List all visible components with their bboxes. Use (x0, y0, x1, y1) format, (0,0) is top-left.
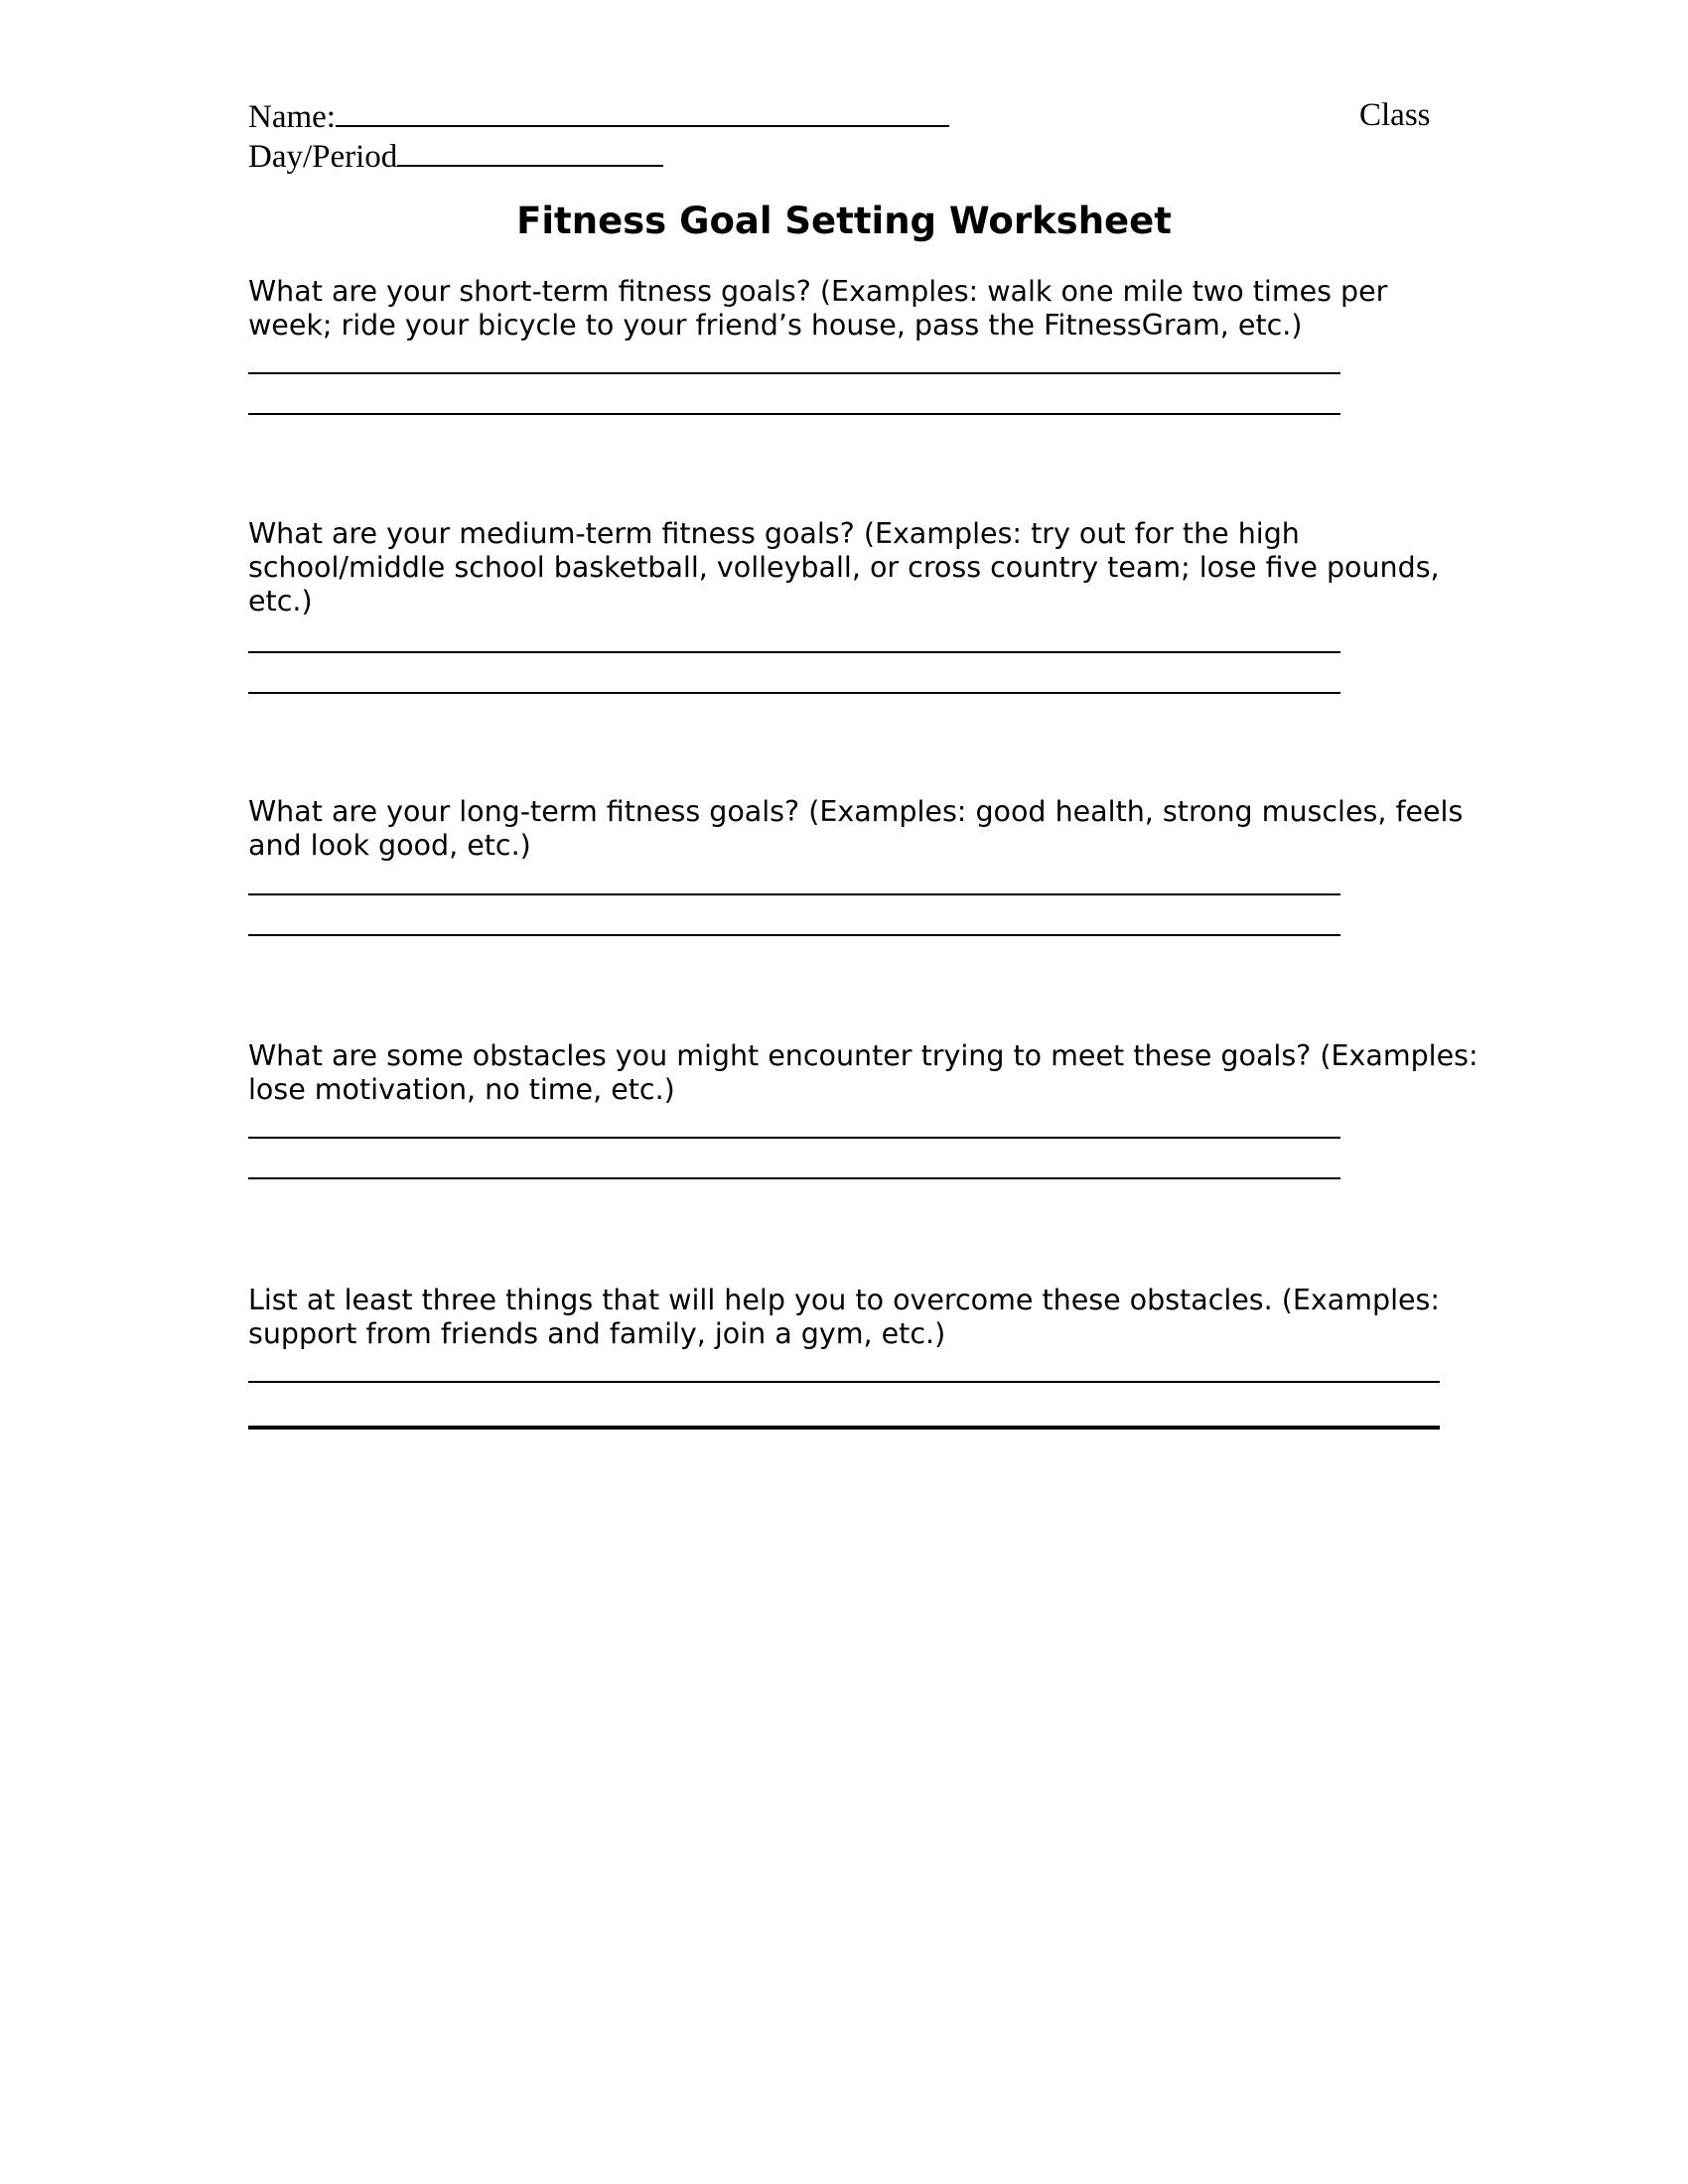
answer-line[interactable] (248, 1426, 1440, 1430)
name-label: Name: (248, 99, 336, 135)
answer-line[interactable] (248, 1381, 1440, 1383)
answer-line[interactable] (248, 1177, 1340, 1179)
question-short-term: What are your short-term fitness goals? (Examples: walk one mile two times per week; ride your bicycle to your friend’s house, pass the FitnessGram, etc.) (248, 275, 1388, 341)
question-medium-term: What are your medium-term fitness goals? (Examples: try out for the high school/middle school basketball, volleyball, or cross country team; lose five pounds, etc.) (248, 517, 1440, 617)
answer-line[interactable] (248, 692, 1340, 694)
answer-line[interactable] (248, 934, 1340, 936)
answer-line[interactable] (248, 1137, 1340, 1139)
question-long-term: What are your long-term fitness goals? (Examples: good health, strong muscles, feels and look good, etc.) (248, 795, 1464, 862)
day-period-row (248, 135, 663, 177)
question-overcome-obstacles: List at least three things that will help you to overcome these obstacles. (Examples: support from friends and family, join a gym, etc.) (248, 1284, 1440, 1350)
page-title: Fitness Goal Setting Worksheet (516, 200, 1172, 242)
day-period-blank[interactable] (397, 135, 663, 167)
day-period-label: Day/Period (248, 139, 398, 175)
class-label: Class (1359, 97, 1431, 133)
answer-line[interactable] (248, 893, 1340, 895)
answer-line[interactable] (248, 372, 1340, 374)
name-row (248, 95, 949, 137)
question-obstacles: What are some obstacles you might encounter trying to meet these goals? (Examples: lose motivation, no time, etc.) (248, 1039, 1478, 1106)
name-blank[interactable] (336, 95, 949, 127)
answer-line[interactable] (248, 413, 1340, 415)
answer-line[interactable] (248, 651, 1340, 653)
